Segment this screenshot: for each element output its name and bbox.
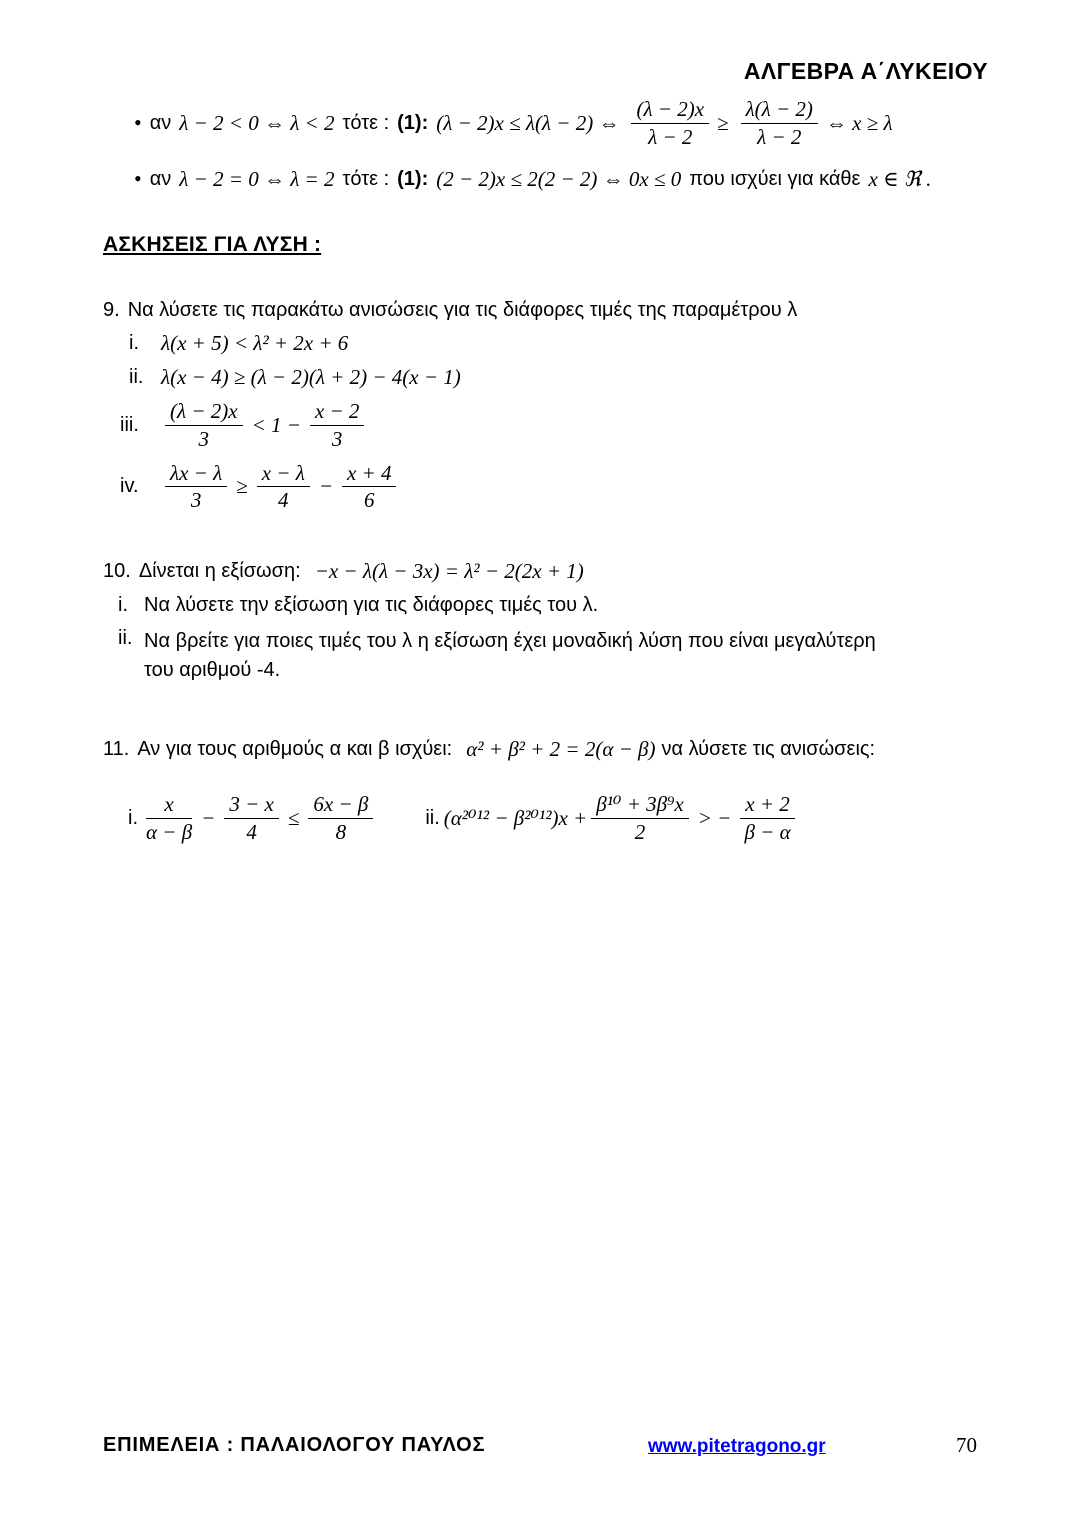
website-link[interactable]: www.pitetragono.gr xyxy=(648,1436,826,1457)
bullet1-prefix: αν xyxy=(149,111,172,134)
exercise-9-item-ii xyxy=(129,365,988,390)
fraction-numerator: λ(λ − 2) xyxy=(741,97,818,124)
fraction-denominator: 3 xyxy=(198,426,210,451)
author-credit: ΕΠΙΜΕΛΕΙΑ : ΠΑΛΑΙΟΛΟΓΟΥ ΠΑΥΛΟΣ xyxy=(103,1434,486,1456)
fraction xyxy=(591,792,688,845)
item-label: i. xyxy=(128,806,138,829)
exercise-10-item-i xyxy=(118,594,988,617)
item-label: ii. xyxy=(425,806,440,829)
exercise-11-prompt: Αν για τους αριθμούς α και β ισχύει: xyxy=(137,738,453,761)
fraction-numerator: (λ − 2)x xyxy=(165,399,243,426)
fraction-denominator: 6 xyxy=(363,488,375,513)
fraction-denominator: 4 xyxy=(278,488,289,513)
item-text-block xyxy=(144,627,876,685)
fraction-denominator: 3 xyxy=(190,488,202,513)
exercise-9-item-iv xyxy=(120,461,988,514)
fraction-numerator: x − 2 xyxy=(310,399,365,426)
page-number: 70 xyxy=(956,1433,977,1457)
fraction-denominator: 4 xyxy=(246,819,257,844)
relation-operator: ≤ xyxy=(287,805,300,830)
bullet2-prefix: αν xyxy=(149,167,172,190)
fraction xyxy=(257,461,310,514)
fraction-numerator: x xyxy=(146,792,192,819)
item-label: iii. xyxy=(120,413,139,436)
item-formula: λ(x − 4) ≥ (λ − 2)(λ + 2) − 4(x − 1) xyxy=(161,365,461,389)
fraction-denominator: 3 xyxy=(331,426,343,451)
minus-operator: − xyxy=(201,805,216,830)
item-formula-lead: (α²⁰¹² − β²⁰¹²)x + xyxy=(443,805,588,830)
exercise-10-heading xyxy=(103,559,988,584)
minus-operator: − xyxy=(318,474,333,499)
fraction xyxy=(308,792,373,845)
bullet1-tail: ⇔ x ≥ λ xyxy=(825,110,893,135)
exercise-9-number: 9. xyxy=(103,299,120,321)
fraction xyxy=(310,399,365,452)
exercise-11-heading xyxy=(103,737,988,762)
exercise-10-number: 10. xyxy=(103,560,131,583)
exercise-11-number: 11. xyxy=(103,738,130,761)
bullet1-condition: λ − 2 < 0 ⇔ λ < 2 xyxy=(179,110,335,135)
fraction xyxy=(740,792,795,845)
bullet-icon: • xyxy=(134,166,142,191)
page-title: ΑΛΓΕΒΡΑ Α΄ΛΥΚΕΙΟΥ xyxy=(743,58,988,84)
item-formula: λ(x + 5) < λ² + 2x + 6 xyxy=(161,331,349,355)
fraction xyxy=(741,97,818,150)
item-label: ii. xyxy=(129,366,144,388)
bullet-icon: • xyxy=(134,110,142,135)
bullet1-lhs: (λ − 2)x ≤ λ(λ − 2) ⇔ xyxy=(436,110,620,135)
bullet-point-1 xyxy=(134,91,988,155)
bullet2-eqref: (1): xyxy=(397,167,429,190)
fraction-numerator: (λ − 2)x xyxy=(631,97,709,124)
exercise-11-items xyxy=(128,792,988,845)
bullet-point-2 xyxy=(134,161,988,197)
fraction-numerator: β¹⁰ + 3β⁹x xyxy=(591,792,688,819)
fraction xyxy=(631,97,709,150)
fraction-numerator: x + 2 xyxy=(740,792,795,819)
exercise-9-heading xyxy=(103,299,988,322)
exercise-11-equation: α² + β² + 2 = 2(α − β) xyxy=(466,737,656,762)
page-footer xyxy=(0,1432,1080,1468)
fraction xyxy=(342,461,397,514)
bullet2-text: που ισχύει για κάθε xyxy=(689,167,861,190)
fraction-numerator: λx − λ xyxy=(165,461,227,488)
exercise-9-item-i xyxy=(129,331,988,356)
bullet1-eqref: (1): xyxy=(397,111,429,134)
exercise-10-equation: −x − λ(λ − 3x) = λ² − 2(2x + 1) xyxy=(314,559,584,584)
bullet2-tail: x ∈ ℜ . xyxy=(868,166,932,191)
item-label: ii. xyxy=(118,627,133,650)
relation-operator: > − xyxy=(697,805,732,830)
exercise-11-item-i xyxy=(128,792,377,845)
exercise-9-item-iii xyxy=(120,399,988,452)
item-label: i. xyxy=(129,332,139,354)
fraction-denominator: λ − 2 xyxy=(648,124,693,149)
fraction-numerator: 6x − β xyxy=(308,792,373,819)
exercise-11-prompt-2: να λύσετε τις ανισώσεις: xyxy=(661,738,876,761)
bullet2-condition: λ − 2 = 0 ⇔ λ = 2 xyxy=(179,166,335,191)
bullet1-relation: ≥ xyxy=(717,110,729,135)
bullet1-then: τότε : xyxy=(342,111,390,134)
item-label: iv. xyxy=(120,475,139,498)
exercise-11-item-ii xyxy=(425,792,798,845)
fraction-numerator: x + 4 xyxy=(342,461,397,488)
exercise-10-item-ii xyxy=(118,627,988,685)
fraction xyxy=(224,792,279,845)
fraction-denominator: β − α xyxy=(744,819,791,844)
fraction xyxy=(165,399,243,452)
exercise-9-prompt: Να λύσετε τις παρακάτω ανισώσεις για τις διάφορες τιμές της παραμέτρου λ xyxy=(127,299,798,321)
relation-operator: ≥ xyxy=(236,474,248,499)
fraction xyxy=(165,461,227,514)
fraction-denominator: 8 xyxy=(335,819,347,844)
item-text: Να λύσετε την εξίσωση για τις διάφορες τιμές του λ. xyxy=(144,594,599,617)
section-heading: ΑΣΚΗΣΕΙΣ ΓΙΑ ΛΥΣΗ : xyxy=(103,233,322,256)
item-text-line: του αριθμού -4. xyxy=(144,659,281,682)
fraction-numerator: 3 − x xyxy=(224,792,279,819)
fraction-numerator: x − λ xyxy=(257,461,310,488)
bullet2-expression: (2 − 2)x ≤ 2(2 − 2) ⇔ 0x ≤ 0 xyxy=(436,166,682,191)
fraction xyxy=(146,792,192,845)
exercise-10-prompt: Δίνεται η εξίσωση: xyxy=(138,560,301,583)
bullet2-then: τότε : xyxy=(342,167,390,190)
relation-operator: < 1 − xyxy=(251,412,301,437)
item-text-line: Να βρείτε για ποιες τιμές του λ η εξίσωση έχει μοναδική λύση που είναι μεγαλύτερη xyxy=(144,630,876,653)
fraction-denominator: α − β xyxy=(146,819,193,844)
item-label: i. xyxy=(118,594,128,617)
fraction-denominator: λ − 2 xyxy=(757,124,802,149)
fraction-denominator: 2 xyxy=(634,819,646,844)
